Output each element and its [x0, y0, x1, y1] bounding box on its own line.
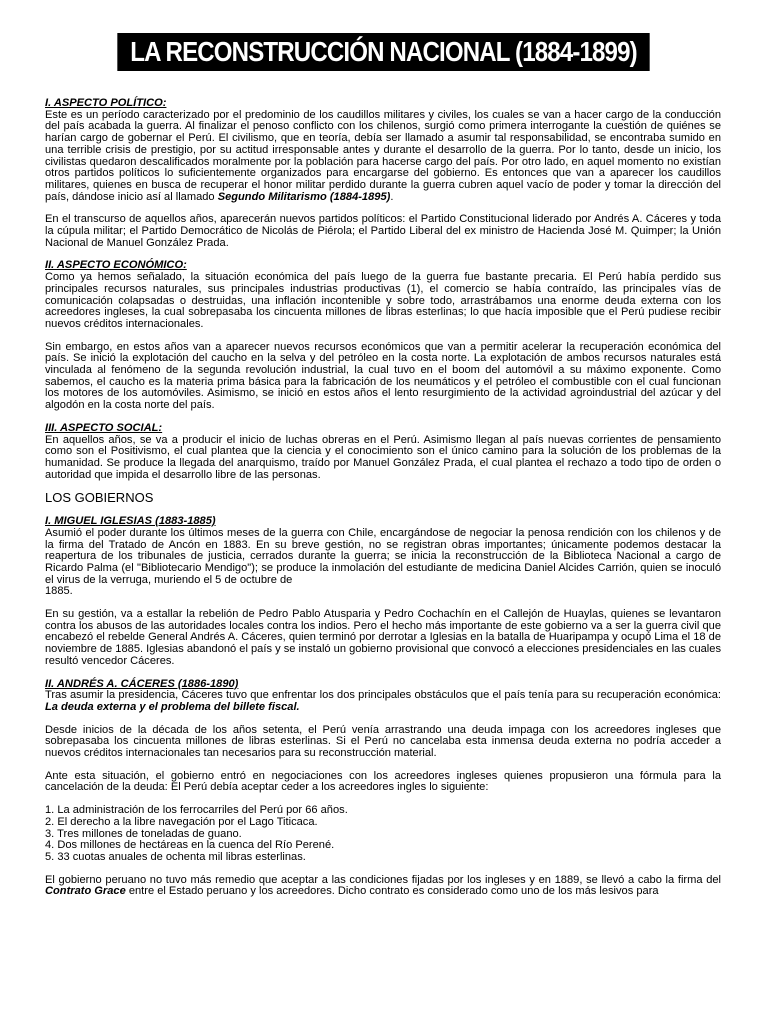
- emphasis: Contrato Grace: [45, 885, 126, 898]
- paragraph: En aquellos años, se va a producir el inicio de luchas obreras en el Perú. Asimismo llegan al país nuevas corrientes de pensamiento como son el Positivismo, el cual plantea que la ciencia y el conocimiento son el único camino para la solución de los problemas de la humanidad. Se produce la llegada del anarquismo, traído por Manuel González Prada, el cual plantea el rechazo a todo tipo de orden o autoridad que impida el desarrollo libre de las personas.: [45, 433, 721, 481]
- list-item: 4. Dos millones de hectáreas en la cuenca del Río Perené.: [45, 839, 335, 852]
- section-heading-economico: II. ASPECTO ECONÓMICO:: [45, 259, 187, 272]
- paragraph: Este es un período caracterizado por el predominio de los caudillos militares y civiles, los cuales se van a hacer cargo de la conducción del país acabada la guerra. Al finalizar el penoso conflicto con los chilenos, surgió como primera interrogante la cuestión de quiénes se harían cargo de gobernar el Perú. El civilismo, que en teoría, debía ser llamado a asumir tal responsabilidad, se encontraba sumido en una terrible crisis de prestigio, por su actitud irresponsable antes y durante el desarrollo de la guerra. Por lo tanto, desde un inicio, los civilistas quedaron descalificados moralmente por la población para hacerse cargo del país. Por otro lado, en aquel momento no existían otros partidos políticos lo suficientemente organizados para encargarse del gobierno. Es entonces que van a aparecer los caudillos militares, quienes en busca de recuperar el honor militar perdido durante la guerra cubren aquel vacío de poder y tomar la dirección del país, dándose inicio así al llamado Segundo Militarismo (1884-1895).: [45, 108, 721, 203]
- list-item: 5. 33 cuotas anuales de ochenta mil libras esterlinas.: [45, 850, 306, 863]
- list-item: 2. El derecho a la libre navegación por el Lago Titicaca.: [45, 815, 318, 828]
- paragraph: Tras asumir la presidencia, Cáceres tuvo que enfrentar los dos principales obstáculos que el país tenía para su recuperación económica: La deuda externa y el problema del billete fiscal.: [45, 689, 721, 713]
- emphasis: La deuda externa y el problema del billete fiscal.: [45, 700, 300, 713]
- document-title: LA RECONSTRUCCIÓN NACIONAL (1884-1899): [117, 33, 649, 71]
- section-heading-gobiernos: LOS GOBIERNOS: [45, 490, 154, 506]
- paragraph: Desde inicios de la década de los años setenta, el Perú venía arrastrando una deuda impaga con los acreedores ingleses que sobrepasaba los cincuenta millones de libras esterlinas. Si el Perú no cancelaba esta inmensa deuda externa no podría acceder a nuevos créditos internacionales tan necesarios para su reconstrucción material.: [45, 723, 721, 760]
- section-heading-politico: I. ASPECTO POLÍTICO:: [45, 97, 167, 109]
- list-item: 3. Tres millones de toneladas de guano.: [45, 827, 242, 840]
- paragraph: Sin embargo, en estos años van a aparecer nuevos recursos económicos que van a permitir acelerar la recuperación económica del país. Se inició la explotación del caucho en la selva y del petróleo en la costa norte. La explotación de ambos recursos naturales está vinculada al fenómeno de la segunda revolución industrial, la cual tuvo en el boom del automóvil a su máximo exponente. Como sabemos, el caucho es la materia prima básica para la fabricación de los neumáticos y el petróleo el combustible con el cual funcionan los motores de los automóviles. Asimismo, se inició en estos años el lento resurgimiento de la actividad agroindustrial del azúcar y del algodón en la costa norte del país.: [45, 340, 721, 412]
- section-heading-social: III. ASPECTO SOCIAL:: [45, 421, 163, 434]
- paragraph: Como ya hemos señalado, la situación económica del país luego de la guerra fue bastante precaria. El Perú había perdido sus principales recursos naturales, sus principales industrias productivas (1), el comercio se había contraído, las principales vías de comunicación colapsadas o destruidas, una inflación incontenible y sobre todo, arrastrábamos una enorme deuda externa con los acreedores ingleses, la cual sobrepasaba los cincuenta millones de libras esterlinas; lo que hacía imposible que el Perú pudiese recibir nuevos créditos internacionales.: [45, 271, 721, 330]
- paragraph: El gobierno peruano no tuvo más remedio que aceptar a las condiciones fijadas por los ingleses y en 1889, se llevó a cabo la firma del Contrato Grace entre el Estado peruano y los acreedores. Dicho contrato es considerado como uno de los más lesivos para: [45, 873, 721, 898]
- subsection-heading-caceres: II. ANDRÉS A. CÁCERES (1886-1890): [45, 677, 239, 690]
- subsection-heading-iglesias: I. MIGUEL IGLESIAS (1883-1885): [45, 515, 216, 528]
- concessions-list: [45, 805, 721, 864]
- paragraph: Asumió el poder durante los últimos meses de la guerra con Chile, encargándose de negociar la penosa rendición con los chilenos y de la firma del Tratado de Ancón en 1883. En su breve gestión, no se registran obras importantes; únicamente podemos destacar la reapertura de los tribunales de justicia, cerrados durante la guerra; se inicia la reconstrucción de la Biblioteca Nacional a cargo de Ricardo Palma (el "Bibliotecario Mendigo"); se produce la inmolación del estudiante de medicina Daniel Alcides Carrión, quien se inoculó el virus de la verruga, muriendo el 5 de octubre de 1885.: [45, 526, 721, 598]
- paragraph: Ante esta situación, el gobierno entró en negociaciones con los acreedores ingleses quienes propusieron una fórmula para la cancelación de la deuda: El Perú debía aceptar ceder a los acreedores ingles lo siguiente:: [45, 769, 721, 794]
- document-body: [45, 98, 721, 909]
- paragraph: En su gestión, va a estallar la rebelión de Pedro Pablo Atusparia y Pedro Cochachín en el Callejón de Huaylas, quienes se levantaron contra los abusos de las autoridades locales contra los indios. Pero el hecho más importante de este gobierno va a ser la guerra civil que encabezó el rebelde General Andrés A. Cáceres, quien terminó por derrotar a Iglesias en la batalla de Huaripampa y ocupó Lima el 18 de noviembre de 1885. Iglesias abandonó el país y se instaló un gobierno provisional que convocó a elecciones presidenciales en las cuales resultó vencedor Cáceres.: [45, 608, 721, 667]
- paragraph: En el transcurso de aquellos años, aparecerán nuevos partidos políticos: el Partido Constitucional liderado por Andrés A. Cáceres y toda la cúpula militar; el Partido Democrático de Nicolás de Piérola; el Partido Liberal del ex ministro de Hacienda José M. Quimper; la Unión Nacional de Manuel González Prada.: [45, 213, 721, 249]
- emphasis: Segundo Militarismo (1884-1895): [217, 190, 391, 203]
- list-item: 1. La administración de los ferrocarriles del Perú por 66 años.: [45, 804, 348, 817]
